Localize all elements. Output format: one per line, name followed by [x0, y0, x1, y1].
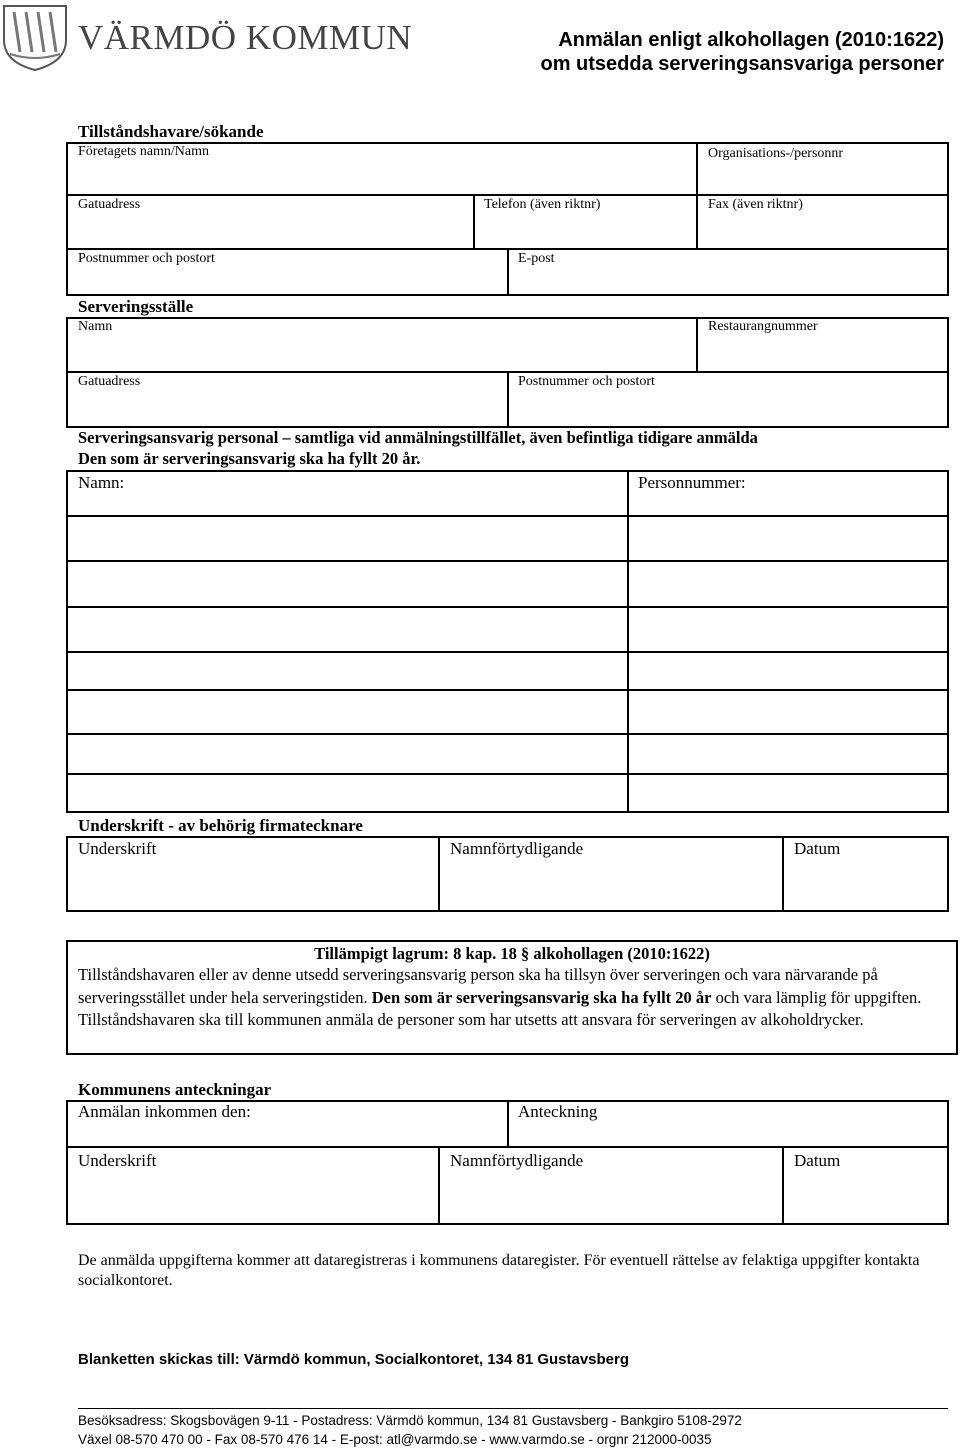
- staff-row-2-personal-number[interactable]: [629, 562, 947, 605]
- company-name-label: Företagets namn/Namn: [78, 144, 210, 159]
- date-label: Datum: [794, 839, 841, 858]
- signature-heading: Underskrift - av behörig firmatecknare: [78, 816, 363, 835]
- org-number-field[interactable]: [698, 162, 947, 193]
- email-label: E-post: [518, 251, 555, 266]
- email-field[interactable]: [509, 268, 947, 294]
- phone-label: Telefon (även riktnr): [484, 197, 601, 212]
- privacy-notice: De anmälda uppgifterna kommer att dataregistreras i kommunens dataregister. För eventuell rättelse av felaktiga uppgifter kontakta socialkontoret.: [78, 1252, 920, 1289]
- municipality-clarification-field[interactable]: [441, 1172, 781, 1223]
- applicant-street-label: Gatuadress: [78, 197, 141, 212]
- applicant-postal-label: Postnummer och postort: [78, 251, 215, 266]
- municipality-clarification-label: Namnförtydligande: [450, 1151, 584, 1170]
- received-date-label: Anmälan inkommen den:: [78, 1102, 251, 1121]
- received-date-field[interactable]: [68, 1123, 506, 1145]
- law-text-part2: och vara lämplig för uppgiften. Tillståndshavaren ska till kommunen anmäla de personer som har utsetts att ansvara för serveringen av alkoholdrycker.: [78, 987, 922, 1029]
- divider: [438, 1146, 440, 1225]
- law-text-part1: Tillståndshavaren eller av denne utsedd serveringsansvarig person ska ha tillsyn över serveringen och vara närvarande på serveringsstället under hela serveringstiden.: [78, 965, 878, 1007]
- law-heading: Tillämpigt lagrum: 8 kap. 18 § alkohollagen (2010:1622): [314, 944, 710, 963]
- staff-row-1-personal-number[interactable]: [629, 517, 947, 559]
- divider: [438, 836, 440, 912]
- municipality-name: VÄRMDÖ KOMMUN: [78, 18, 413, 57]
- staff-name-header: Namn:: [78, 473, 125, 492]
- form-title-line1: Anmälan enligt alkohollagen (2010:1622): [558, 29, 944, 51]
- phone-field[interactable]: [475, 214, 695, 247]
- venue-name-field[interactable]: [68, 336, 694, 370]
- applicant-postal-field[interactable]: [68, 268, 506, 294]
- staff-row-4-personal-number[interactable]: [629, 653, 947, 688]
- staff-row-6-name[interactable]: [68, 735, 626, 772]
- venue-postal-field[interactable]: [509, 391, 947, 426]
- applicant-street-field[interactable]: [68, 214, 472, 247]
- signature-label: Underskrift: [78, 839, 157, 858]
- note-label: Anteckning: [518, 1102, 598, 1121]
- law-text-age-requirement: Den som är serveringsansvarig ska ha fyllt 20 år: [371, 987, 712, 1007]
- note-field[interactable]: [509, 1123, 947, 1145]
- form-title-line2: om utsedda serveringsansvariga personer: [540, 53, 944, 75]
- applicant-heading: Tillståndshavare/sökande: [78, 122, 264, 141]
- divider: [782, 836, 784, 912]
- staff-row-7-name[interactable]: [68, 775, 626, 811]
- crest-icon: [0, 0, 70, 72]
- staff-row-7-personal-number[interactable]: [629, 775, 947, 811]
- name-clarification-field[interactable]: [441, 860, 781, 910]
- divider: [66, 194, 949, 196]
- staff-row-6-personal-number[interactable]: [629, 735, 947, 772]
- staff-age-note: Den som är serveringsansvarig ska ha fyllt 20 år.: [78, 449, 421, 468]
- municipality-notes-heading: Kommunens anteckningar: [78, 1080, 272, 1099]
- staff-row-3-name[interactable]: [68, 608, 626, 650]
- fax-field[interactable]: [698, 214, 947, 247]
- footer-address-line: Besöksadress: Skogsbovägen 9-11 - Postadress: Värmdö kommun, 134 81 Gustavsberg - Bankgiro 5108-2972: [78, 1413, 742, 1428]
- staff-row-4-name[interactable]: [68, 653, 626, 688]
- staff-row-3-personal-number[interactable]: [629, 608, 947, 650]
- municipality-signature-field[interactable]: [68, 1172, 437, 1223]
- venue-postal-label: Postnummer och postort: [518, 374, 655, 389]
- venue-name-label: Namn: [78, 319, 113, 334]
- signature-field[interactable]: [68, 860, 437, 910]
- municipality-logo: [0, 0, 413, 72]
- fax-label: Fax (även riktnr): [708, 197, 803, 212]
- municipality-signature-label: Underskrift: [78, 1151, 157, 1170]
- divider: [782, 1146, 784, 1225]
- staff-row-5-personal-number[interactable]: [629, 691, 947, 732]
- venue-heading: Serveringsställe: [78, 297, 194, 316]
- name-clarification-label: Namnförtydligande: [450, 839, 584, 858]
- send-to-address: Blanketten skickas till: Värmdö kommun, Socialkontoret, 134 81 Gustavsberg: [78, 1351, 630, 1368]
- staff-personal-number-header: Personnummer:: [638, 473, 746, 492]
- municipality-date-label: Datum: [794, 1151, 841, 1170]
- date-field[interactable]: [785, 860, 947, 910]
- restaurant-number-label: Restaurangnummer: [708, 319, 818, 334]
- staff-row-1-name[interactable]: [68, 517, 626, 559]
- footer-contact-line: Växel 08-570 470 00 - Fax 08-570 476 14 - E-post: atl@varmdo.se - www.varmdo.se - orgnr 212000-0035: [78, 1432, 712, 1447]
- venue-street-label: Gatuadress: [78, 374, 141, 389]
- staff-heading: Serveringsansvarig personal – samtliga vid anmälningstillfället, även befintliga tidigare anmälda: [78, 428, 758, 447]
- staff-row-5-name[interactable]: [68, 691, 626, 732]
- company-name-field[interactable]: [68, 160, 694, 193]
- venue-street-field[interactable]: [68, 391, 506, 426]
- staff-row-2-name[interactable]: [68, 562, 626, 605]
- org-number-label: Organisations-/personnr: [708, 146, 844, 161]
- municipality-date-field[interactable]: [785, 1172, 947, 1223]
- restaurant-number-field[interactable]: [698, 336, 947, 370]
- footer-divider: [78, 1408, 948, 1409]
- law-text: [78, 964, 954, 1032]
